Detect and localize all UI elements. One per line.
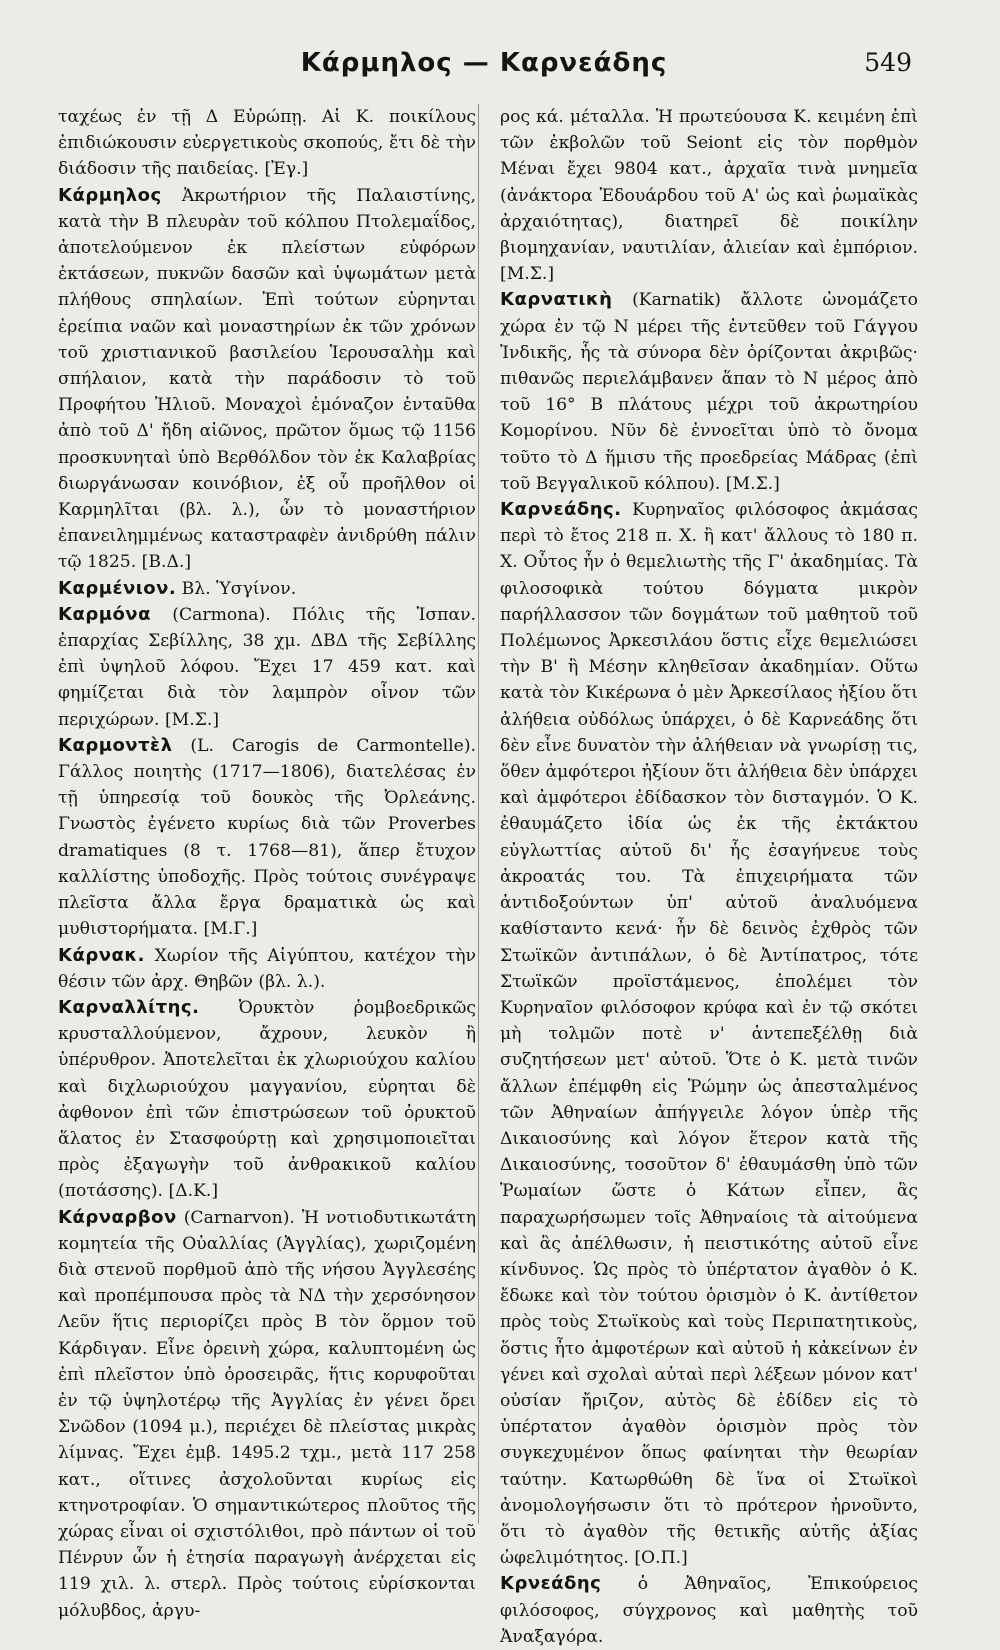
- entry-text: ὁ Ἀθηναῖος, Ἐπικούρειος φιλόσοφος, σύγχρονος καὶ μαθητὴς τοῦ Ἀναξαγόρα.: [500, 1574, 918, 1647]
- entry-headword: Καρνεάδης.: [500, 499, 622, 521]
- entry-headword: Καρμένιον.: [58, 577, 177, 599]
- entry-text: Κυρηναῖος φιλόσοφος ἀκμάσας περὶ τὸ ἔτος 218 π. Χ. ἢ κατ' ἄλλους τὸ 180 π. Χ. Οὗτος ἦν ὁ θεμελιωτὴς τῆς Γ' ἀκαδημίας. Τὰ φιλοσοφικὰ τούτου δόγματα μικρὸν παρήλλασσον τῶν δογμάτων τοῦ μαθητοῦ τοῦ Πολέμωνος Ἀρκεσιλάου ὅστις εἶχε θεμελιώσει τὴν Β' ἢ Μέσην κληθεῖσαν ἀκαδημίαν. Οὕτω κατὰ τὸν Κικέρωνα ὁ μὲν Ἀρκεσίλαος ἠξίου ὅτι ἀλήθεια οὐδόλως ὑπάρχει, ὁ δὲ Καρνεάδης ὅτι δὲν εἶνε δυνατὸν τὴν ἀλήθειαν νὰ γνωρίσῃ τις, ὅθεν ἀμφότεροι ἠξίουν ὅτι ἀλήθεια δὲν ὑπάρχει καὶ ἀμφότεροι ἐδίδασκον τὸν δισταγμόν. Ὁ Κ. ἐθαυμάζετο ἰδία ὡς ἐκ τῆς ἐκτάκτου εὐγλωττίας αὐτοῦ δι' ἧς ἐσαγήνευε τοὺς ἀκροατάς του. Τὰ ἐπιχειρήματα τῶν ἀντιδοξούντων ὑπ' αὐτοῦ ἀναλυόμενα καθίσταντο κενά· ἦν δὲ δεινὸς ἐχθρὸς τῶν Στωϊκῶν ἀντιπάλων, ὁ δὲ Ἀντίπατρος, τότε Στωϊκῶν προϊστάμενος, ἐπολέμει τὸν Κυρηναῖον φιλόσοφον κρύφα καὶ ἐν τῷ σκότει μὴ τολμῶν ποτὲ ν' ἀντεπεξέλθῃ διὰ συζητήσεων μετ' αὐτοῦ. Ὅτε ὁ Κ. μετὰ τινῶν ἄλλων ἐπέμφθη εἰς Ῥώμην ὡς ἀπεσταλμένος τῶν Ἀθηναίων ἀπήγγειλε λόγον ὑπὲρ τῆς Δικαιοσύνης καὶ λόγον ἕτερον κατὰ τῆς Δικαιοσύνης, τοσοῦτον δ' ἐθαυμάσθη ὑπὸ τῶν Ῥωμαίων ὥστε ὁ Κάτων εἶπεν, ἂς παραχωρήσωμεν τοῖς Ἀθηναίοις τὰ αἰτούμενα καὶ ἂς ἀπέλθωσιν, ἡ πειστικότης αὐτοῦ εἶνε κίνδυνος. Ὡς πρὸς τὸ ὑπέρτατον ἀγαθὸν ὁ Κ. ἔδωκε καὶ τὸν τούτου ὁρισμὸν ὁ Κ. ἀντίθετον πρὸς τοὺς Στωϊκοὺς καὶ τοὺς Περιπατητικοὺς, ὅστις ἦτο ἀμφοτέρων καὶ αὐτοῦ ἡ κἀκείνων ἐν γένει καὶ σχολαὶ αὐταὶ περὶ λέξεων μόνον κατ' οὐσίαν ἤριζον, αὐτὸς δὲ ἐδίδεν εἰς τὸ ὑπέρτατον ἀγαθὸν ὁρισμὸν πρὸς τὸν συγκεχυμένον ὅπως φαίνηται τὴν θεωρίαν ταύτην. Κατωρθώθη δὲ ἵνα οἱ Στωϊκοὶ ἀνομολογήσωσιν ὅτι τὸ πρότερον ἠρνοῦντο, ὅτι τὸ ἀγαθὸν τῆς θετικῆς αὐτῆς ἀξίας ὠφελιμότητος. [Ο.Π.]: [500, 500, 918, 1569]
- running-header: [56, 48, 912, 88]
- dictionary-entry: [58, 104, 476, 183]
- left-column: [58, 104, 476, 1624]
- entry-headword: Καρμόνα: [58, 603, 151, 625]
- dictionary-entry: [500, 1571, 918, 1650]
- dictionary-entry: [500, 287, 918, 497]
- dictionary-entry: [500, 104, 918, 287]
- dictionary-entry: [500, 497, 918, 1571]
- dictionary-entry: [58, 183, 476, 576]
- entry-headword: Κάρναρβον: [58, 1206, 177, 1228]
- entry-text: (Carmona). Πόλις τῆς Ἱσπαν. ἐπαρχίας Σεβίλλης, 38 χμ. ΔΒΔ τῆς Σεβίλλης ἐπὶ ὑψηλοῦ λόφου. Ἔχει 17 459 κατ. καὶ φημίζεται διὰ τὸν λαμπρὸν οἶνον τῶν περιχώρων. [Μ.Σ.]: [58, 604, 476, 730]
- entry-headword: Καρνατικὴ: [500, 289, 613, 311]
- dictionary-entry: [58, 602, 476, 733]
- entry-text: ταχέως ἐν τῇ Δ Εὐρώπῃ. Αἱ Κ. ποικίλους ἐπιδιώκουσιν εὐεργετικοὺς σκοπούς, ἔτι δὲ τὴν διάδοσιν τῆς παιδείας. [Ἐγ.]: [58, 107, 476, 180]
- running-head-title: Κάρμηλος — Καρνεάδης: [300, 48, 668, 78]
- dictionary-entry: [58, 733, 476, 943]
- entry-headword: Καρναλλίτης.: [58, 996, 200, 1018]
- entry-text: Ὀρυκτὸν ῥομβοεδρικῶς κρυσταλλούμενον, ἄχρουν, λευκὸν ἢ ὑπέρυθρον. Ἀποτελεῖται ἐκ χλωριούχου καλίου καὶ διχλωριούχου μαγγανίου, εὑρηται δὲ ἀφθονον ἐπὶ τῶν ἐπιστρώσεων τοῦ ὀρυκτοῦ ἅλατος ἐν Στασφούρτῃ καὶ χρησιμοποιεῖται πρὸς ἐξαγωγὴν τοῦ ἀνθρακικοῦ καλίου (ποτάσσης). [Δ.Κ.]: [58, 997, 477, 1202]
- entry-text: Ἀκρωτήριον τῆς Παλαιστίνης, κατὰ τὴν Β πλευρὰν τοῦ κόλπου Πτολεμαΐδος, ἀποτελούμενον ἐκ πλείστων εὐφόρων ἐκτάσεων, πυκνῶν δασῶν καὶ ὑψωμάτων μετὰ πλήθους σπηλαίων. Ἐπὶ τούτων εὑρηνται ἐρείπια ναῶν καὶ μοναστηρίων ἐκ τῶν χρόνων τοῦ χριστιανικοῦ βασιλείου Ἱερουσαλὴμ καὶ σπήλαιον, κατὰ τὴν παράδοσιν τὸ τοῦ Προφήτου Ἠλιοῦ. Μοναχοὶ ἐμόναζον ἐνταῦθα ἀπὸ τοῦ Δ' ἤδη αἰῶνος, πρῶτον ὅμως τῷ 1156 προσκυνηταὶ ὑπὸ Βερθόλδον τὸν ἐκ Καλαβρίας διωργάνωσαν κοινόβιον, ἐξ οὗ προῆλθον οἱ Καρμηλῖται (βλ. λ.), ὧν τὸ μοναστήριον ἐπανειλημμένως καταστραφὲν ἀνιδρύθη πάλιν τῷ 1825. [Β.Δ.]: [58, 185, 476, 573]
- entry-text: (Carnarvon). Ἡ νοτιοδυτικωτάτη κομητεία τῆς Οὐαλλίας (Ἀγγλίας), χωριζομένη διὰ στενοῦ πορθμοῦ ἀπὸ τῆς νήσου Ἀγγλεσέης καὶ προπέμπουσα πρὸς τὰ ΝΔ τὴν χερσόνησον Λεῦν ἥτις περιορίζει πρὸς Β τὸν ὅρμον τοῦ Κάρδιγαν. Εἶνε ὀρεινὴ χώρα, καλυπτομένη ὡς ἐπὶ πλεῖστον ὑπὸ ὀροσειρᾶς, ἥτις κορυφοῦται ἐν τῷ ὑψηλοτέρῳ τῆς Ἀγγλίας ἐν γένει ὄρει Σνῶδον (1094 μ.), περιέχει δὲ πλείστας μικρὰς λίμνας. Ἔχει ἐμβ. 1495.2 τχμ., μετὰ 117 258 κατ., οἵτινες ἀσχολοῦνται κυρίως εἰς κτηνοτροφίαν. Ὁ σημαντικώτερος πλοῦτος τῆς χώρας εἶναι οἱ σχιστόλιθοι, πρὸ πάντων οἱ τοῦ Πένρυν ὧν ἡ ἐτησία παραγωγὴ ἀνέρχεται εἰς 119 χιλ. λ. στερλ. Πρὸς τούτοις εὑρίσκονται μόλυβδος, ἀργυ-: [58, 1207, 476, 1621]
- page-number: 549: [864, 48, 912, 77]
- dictionary-entry: [58, 943, 476, 995]
- entry-headword: Κάρμηλος: [58, 184, 162, 206]
- right-column: [500, 104, 918, 1650]
- column-divider: [478, 104, 479, 1524]
- entry-text: (L. Carogis de Carmontelle). Γάλλος ποιητὴς (1717—1806), διατελέσας ἐν τῇ ὑπηρεσίᾳ τοῦ δουκὸς τῆς Ὀρλεάνης. Γνωστὸς ἐγένετο κυρίως διὰ τῶν Proverbes dramatiques (8 τ. 1768—81), ἅπερ ἔτυχον καλλίστης ὑποδοχῆς. Πρὸς τούτοις συνέγραψε πλεῖστα ἄλλα ἔργα δραματικὰ ὡς καὶ μυθιστορήματα. [Μ.Γ.]: [58, 735, 476, 940]
- entry-headword: Κρνεάδης: [500, 1573, 602, 1595]
- entry-text: (Karnatik) ἄλλοτε ὠνομάζετο χώρα ἐν τῷ Ν μέρει τῆς ἐντεῦθεν τοῦ Γάγγου Ἰνδικῆς, ἧς τὰ σύνορα δὲν ὁρίζονται ἀκριβῶς· πιθανῶς περιελάμβανεν ἅπαν τὸ Ν μέρος ἀπὸ τοῦ 16° Β πλάτους μέχρι τοῦ ἀκρωτηρίου Κομορίνου. Νῦν δὲ ἐννοεῖται ὑπὸ τὸ ὄνομα τοῦτο τὸ Δ ἥμισυ τῆς προεδρείας Μάδρας (ἐπὶ τοῦ Βεγγαλικοῦ κόλπου). [Μ.Σ.]: [500, 290, 918, 494]
- entry-headword: Κάρνακ.: [58, 944, 145, 966]
- entry-text: Χωρίον τῆς Αἰγύπτου, κατέχον τὴν θέσιν τῶν ἀρχ. Θηβῶν (βλ. λ.).: [58, 945, 476, 992]
- dictionary-entry: [58, 576, 476, 602]
- dictionary-entry: [58, 995, 476, 1205]
- entry-text: Βλ. Ὑσγίνον.: [181, 578, 297, 599]
- dictionary-entry: [58, 1205, 476, 1624]
- entry-headword: Καρμοντὲλ: [58, 734, 173, 756]
- entry-text: ρος κά. μέταλλα. Ἡ πρωτεύουσα Κ. κειμένη ἐπὶ τῶν ἐκβολῶν τοῦ Seiont εἰς τὸν πορθμὸν Μέναι ἔχει 9804 κατ., ἀρχαῖα τινὰ μνημεῖα (ἀνάκτορα Ἐδουάρδου τοῦ Α' ὡς καὶ ῥωμαϊκὰς ἀρχαιότητας), διατηρεῖ δὲ ποικίλην βιομηχανίαν, ναυτιλίαν, ἁλιείαν καὶ ἐμπόριον. [Μ.Σ.]: [500, 107, 918, 285]
